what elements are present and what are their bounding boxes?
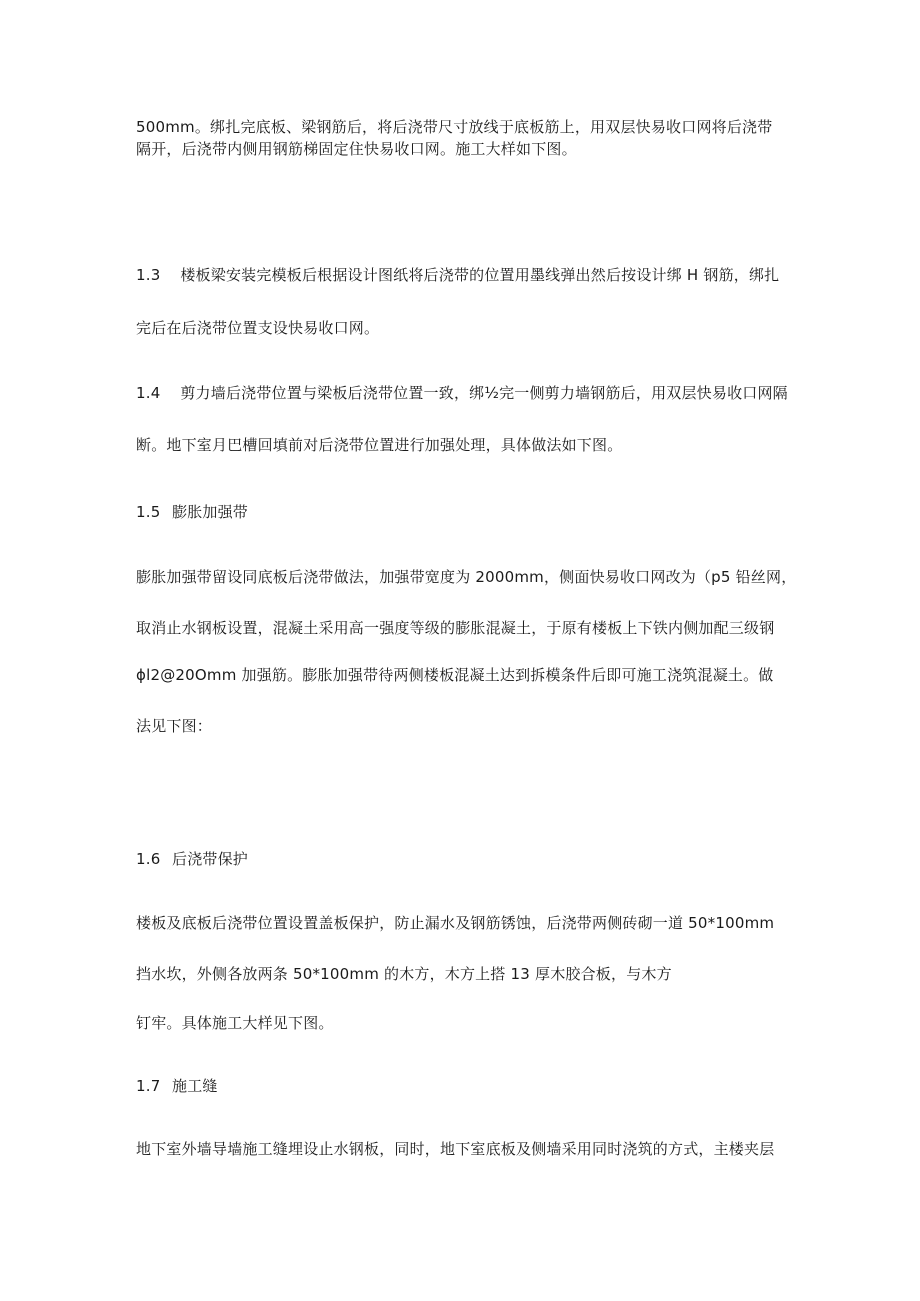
section-1-6-line-3: 钉牢。具体施工大样见下图。 <box>136 1014 334 1032</box>
section-1-3-line-1 <box>136 265 779 285</box>
section-1-7-heading <box>136 1076 218 1096</box>
section-1-3-number: 1.3 <box>136 266 161 284</box>
section-1-4-line-2: 断。地下室月巴槽回填前对后浇带位置进行加强处理，具体做法如下图。 <box>136 436 623 454</box>
section-1-6-heading <box>136 849 248 869</box>
section-1-4-text: 剪力墙后浇带位置与梁板后浇带位置一致，绑½完一侧剪力墙钢筋后，用双层快易收口网隔 <box>180 384 788 402</box>
section-1-5-title: 膨胀加强带 <box>172 503 249 521</box>
section-1-5-line-4: 法见下图： <box>136 717 213 735</box>
section-1-3-line-2: 完后在后浇带位置支设快易收口网。 <box>136 319 380 337</box>
section-1-5-number: 1.5 <box>136 503 161 521</box>
section-1-5-line-1: 膨胀加强带留设同底板后浇带做法，加强带宽度为 2000mm，侧面快易收口网改为（p5 铅丝网， <box>136 568 797 586</box>
section-1-7-title: 施工缝 <box>172 1077 218 1095</box>
intro-line-2: 隔开，后浇带内侧用钢筋梯固定住快易收口网。施工大样如下图。 <box>136 140 577 158</box>
section-1-5-line-3: ϕl2@20Omm 加强筋。膨胀加强带待两侧楼板混凝土达到拆模条件后即可施工浇筑混凝土。做 <box>136 666 774 684</box>
section-1-6-line-2: 挡水坎，外侧各放两条 50*100mm 的木方，木方上搭 13 厚木胶合板，与木方 <box>136 965 672 983</box>
section-1-7-number: 1.7 <box>136 1077 161 1095</box>
section-1-4-line-1 <box>136 383 788 403</box>
section-1-6-title: 后浇带保护 <box>172 850 249 868</box>
section-1-6-line-1: 楼板及底板后浇带位置设置盖板保护，防止漏水及钢筋锈蚀，后浇带两侧砖砌一道 50*100mm <box>136 914 775 932</box>
section-1-6-number: 1.6 <box>136 850 161 868</box>
intro-line-1: 500mm。绑扎完底板、梁钢筋后，将后浇带尺寸放线于底板筋上，用双层快易收口网将后浇带 <box>136 118 773 136</box>
section-1-7-line-1: 地下室外墙导墙施工缝埋设止水钢板，同时，地下室底板及侧墙采用同时浇筑的方式，主楼夹层 <box>136 1140 775 1158</box>
section-1-3-text: 楼板梁安装完模板后根据设计图纸将后浇带的位置用墨线弹出然后按设计绑 H 钢筋，绑扎 <box>180 266 780 284</box>
section-1-4-number: 1.4 <box>136 384 161 402</box>
section-1-5-line-2: 取消止水钢板设置，混凝土采用高一强度等级的膨胀混凝土，于原有楼板上下铁内侧加配三级钢 <box>136 619 775 637</box>
section-1-5-heading <box>136 502 248 522</box>
